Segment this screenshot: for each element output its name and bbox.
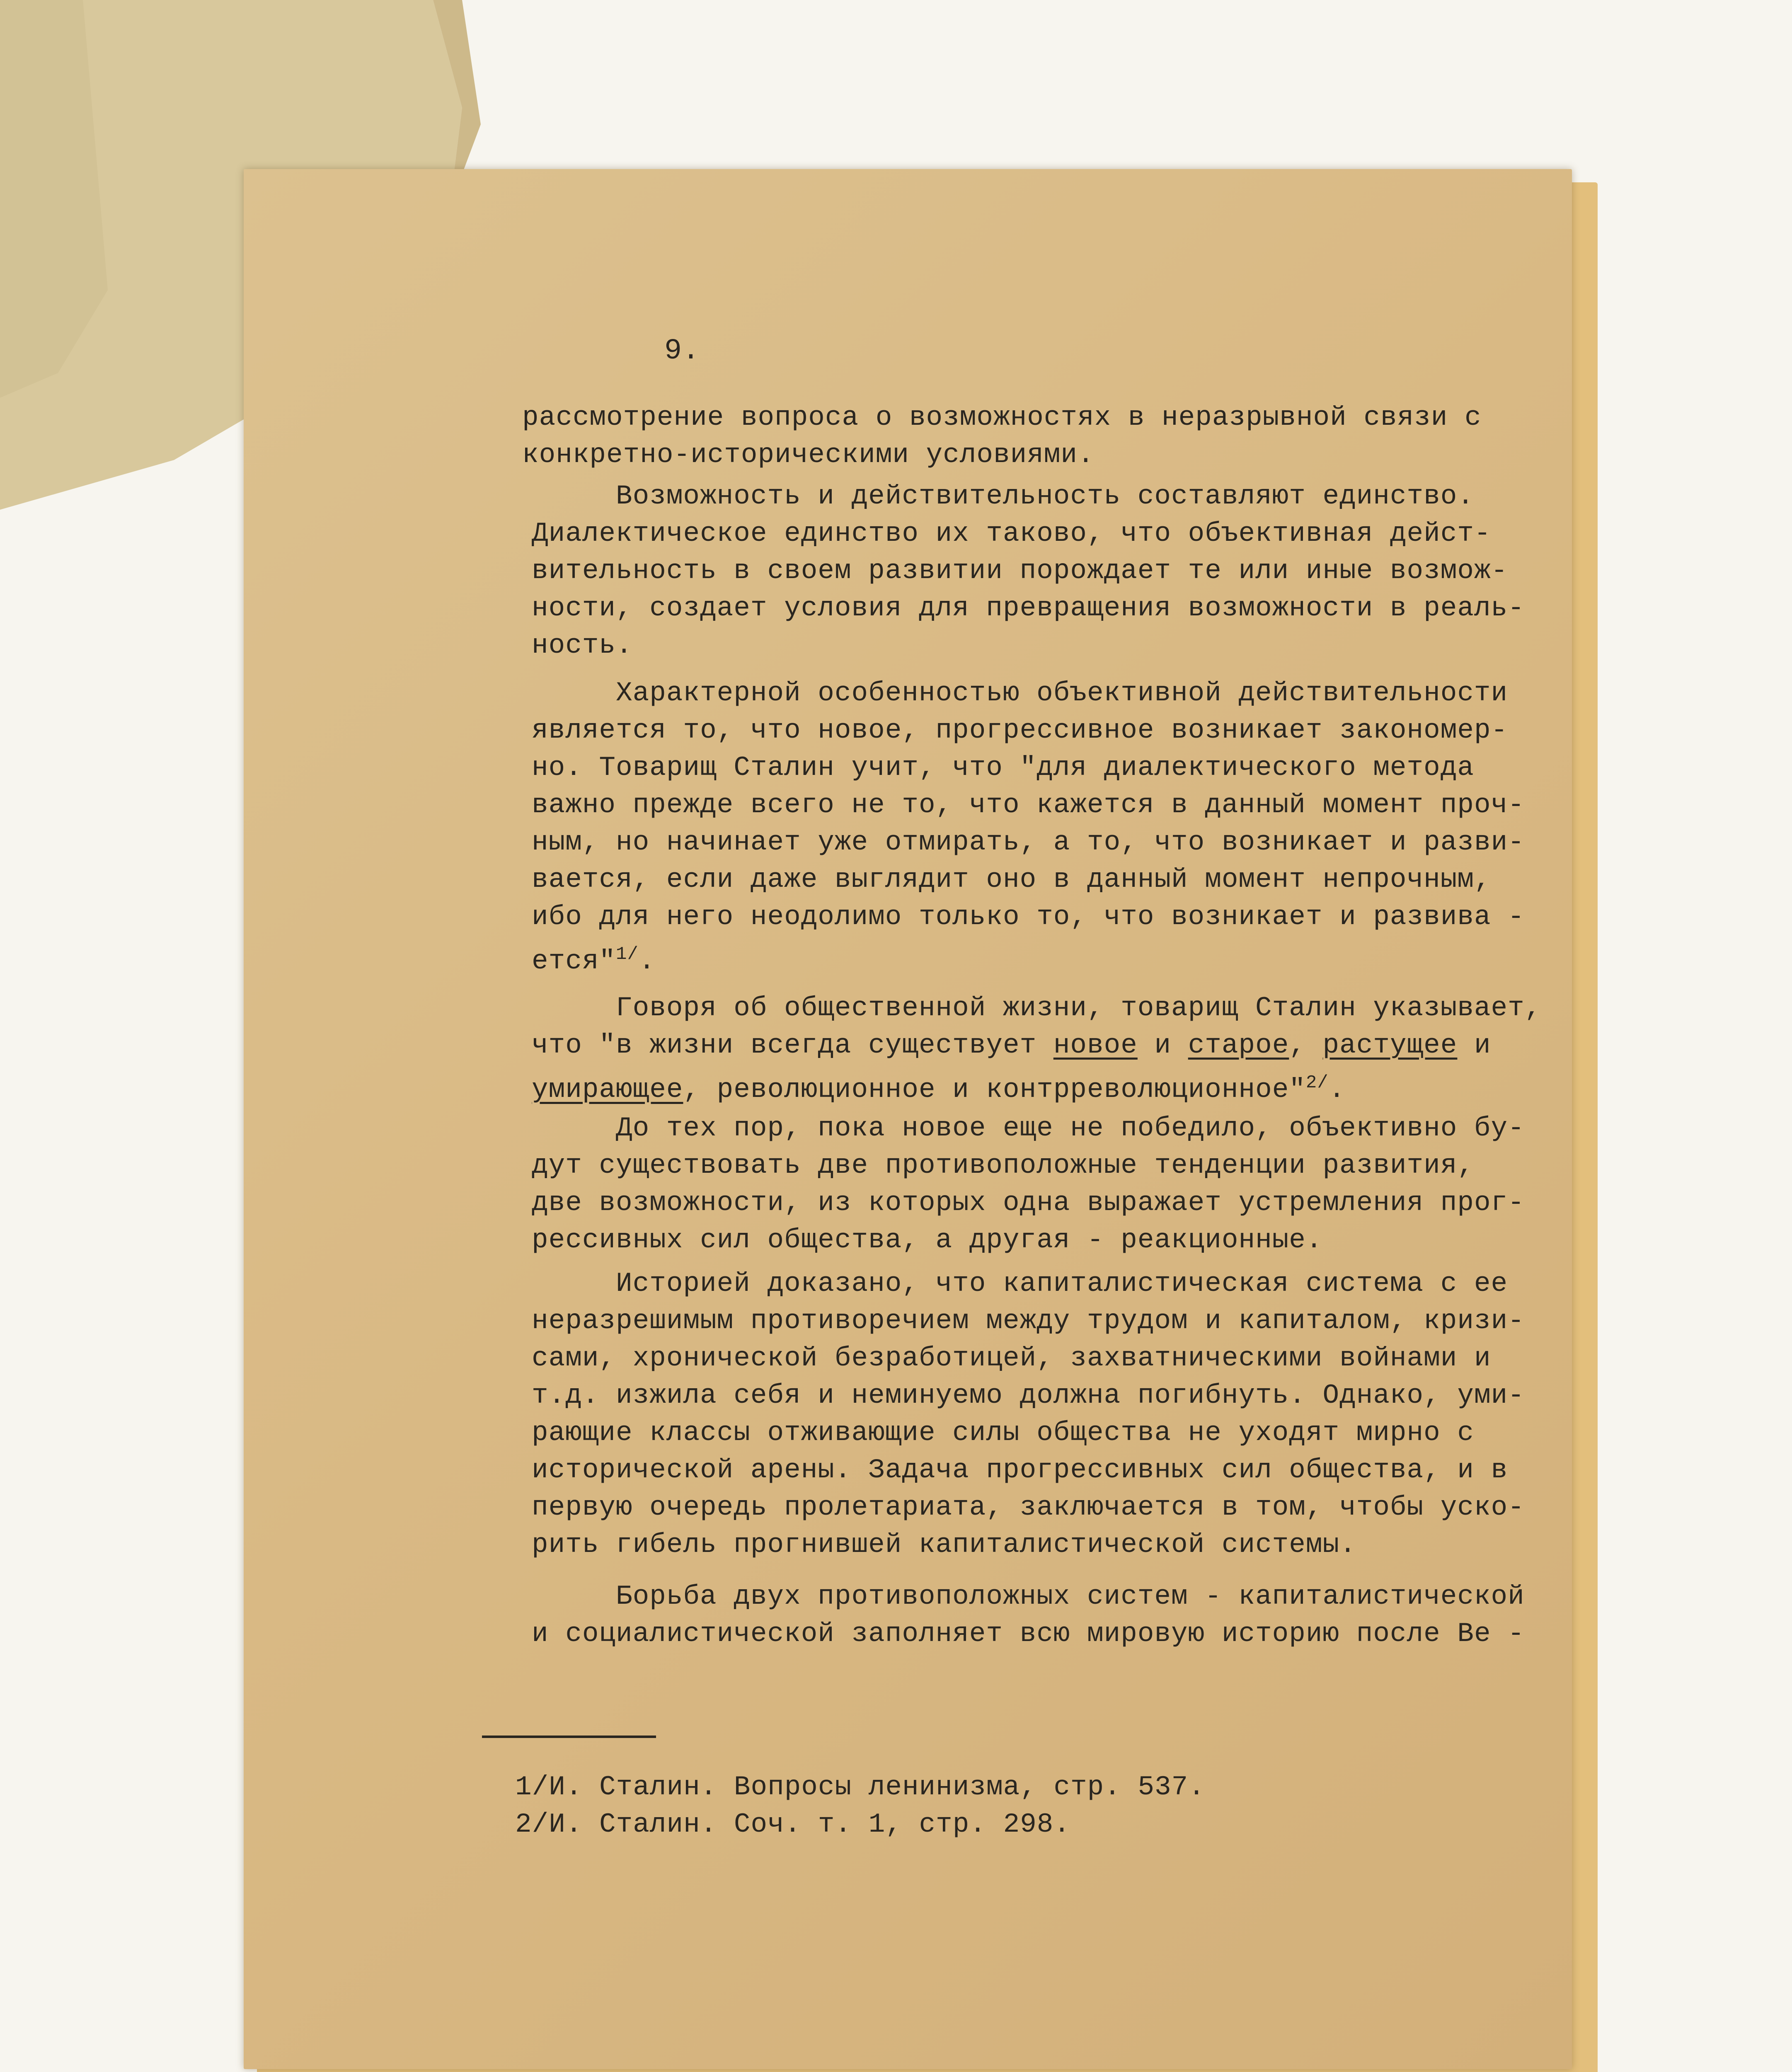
footnote-ref: 1/ (616, 944, 639, 965)
underlined-word: новое (1053, 1030, 1138, 1061)
text-line: две возможности, из которых одна выражает устремления прог- (532, 1187, 1525, 1218)
text-line: До тех пор, пока новое еще не победило, объективно бу- (616, 1113, 1525, 1144)
text-line: но. Товарищ Сталин учит, что "для диалектического метода (532, 752, 1474, 783)
text-line: т.д. изжила себя и неминуемо должна погибнуть. Однако, уми- (532, 1380, 1525, 1411)
text-fragment: , революционное и контрреволюционное" (683, 1074, 1306, 1105)
text-line: ибо для него неодолимо только то, что возникает и развива - (532, 901, 1525, 932)
text-fragment: и (1457, 1030, 1491, 1061)
text-line: неразрешимым противоречием между трудом и капиталом, кризи- (532, 1305, 1525, 1336)
footnote-divider (482, 1736, 656, 1738)
text-line: важно прежде всего не то, что кажется в данный момент проч- (532, 789, 1525, 821)
text-line: ности, создает условия для превращения возможности в реаль- (532, 593, 1525, 624)
footnote: 1/И. Сталин. Вопросы ленинизма, стр. 537. (515, 1772, 1205, 1803)
text-line: ным, но начинает уже отмирать, а то, что возникает и разви- (532, 827, 1525, 858)
text-line: Диалектическое единство их таково, что объективная дейст- (532, 518, 1491, 549)
text-line: является то, что новое, прогрессивное возникает закономер- (532, 715, 1508, 746)
text-line: конкретно-историческими условиями. (522, 439, 1095, 470)
underlined-word: растущее (1322, 1030, 1458, 1061)
text-line: Возможность и действительность составляют единство. (616, 481, 1474, 512)
text-line (532, 936, 655, 980)
text-line (532, 1064, 1345, 1109)
text-line: рающие классы отживающие силы общества не уходят мирно с (532, 1417, 1474, 1448)
text-line: первую очередь пролетариата, заключается в том, чтобы уско- (532, 1492, 1525, 1523)
text-line: рить гибель прогнившей капиталистической системы. (532, 1529, 1356, 1560)
text-line: и социалистической заполняет всю мировую историю после Ве - (532, 1618, 1525, 1649)
underlined-word: старое (1188, 1030, 1289, 1061)
text-fragment: ется" (532, 946, 616, 977)
text-line: Историей доказано, что капиталистическая система с ее (616, 1268, 1508, 1299)
text-line: сами, хронической безработицей, захватническими войнами и (532, 1343, 1491, 1374)
underlined-word: умирающее (532, 1074, 683, 1105)
text-fragment: , (1289, 1030, 1323, 1061)
text-fragment: и (1137, 1030, 1188, 1061)
footnote: 2/И. Сталин. Соч. т. 1, стр. 298. (515, 1809, 1071, 1840)
text-line: рессивных сил общества, а другая - реакционные. (532, 1225, 1323, 1256)
text-line: Характерной особенностью объективной действительности (616, 678, 1508, 709)
text-line: вительность в своем развитии порождает те или иные возмож- (532, 555, 1508, 586)
text-line: Говоря об общественной жизни, товарищ Сталин указывает, (616, 992, 1542, 1024)
text-line: рассмотрение вопроса о возможностях в неразрывной связи с (522, 402, 1482, 433)
text-line: исторической арены. Задача прогрессивных сил общества, и в (532, 1455, 1508, 1486)
text-line: дут существовать две противоположные тенденции развития, (532, 1150, 1474, 1181)
typed-page (244, 169, 1572, 2069)
text-fragment: . (638, 946, 656, 977)
text-line (532, 1027, 1491, 1064)
text-line: вается, если даже выглядит оно в данный момент непрочным, (532, 864, 1491, 895)
text-fragment: что "в жизни всегда существует (532, 1030, 1053, 1061)
footnote-ref: 2/ (1305, 1072, 1329, 1093)
text-line: ность. (532, 630, 633, 661)
text-line: Борьба двух противоположных систем - капиталистической (616, 1581, 1525, 1612)
page-number: 9. (664, 335, 700, 368)
text-fragment: . (1328, 1074, 1346, 1105)
